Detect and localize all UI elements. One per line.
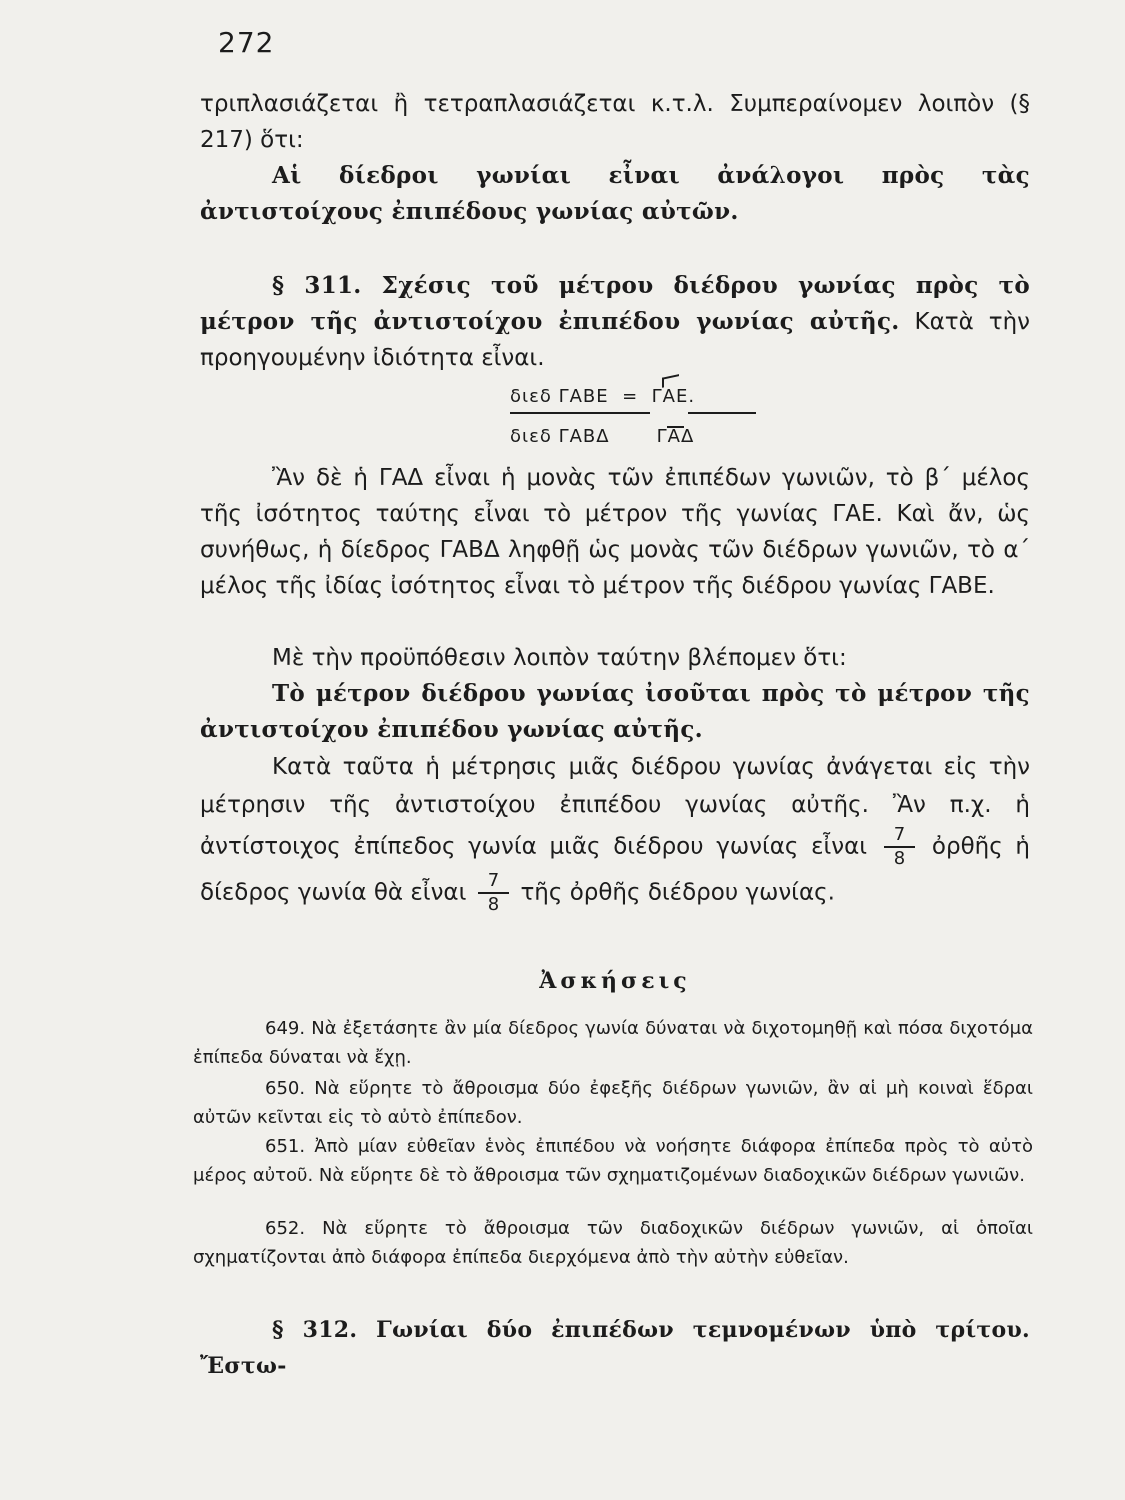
exercise-650: 650. Νὰ εὕρητε τὸ ἄθροισμα δύο ἐφεξῆς διέδρων γωνιῶν, ἂν αἱ μὴ κοιναὶ ἕδραι αὐτῶν κεῖνται εἰς τὸ αὐτὸ ἐπίπεδον.: [193, 1078, 1033, 1128]
exercises-heading: Ἀσκήσεις: [539, 968, 691, 994]
equals-sign: =: [622, 386, 639, 407]
page-number: 272: [218, 26, 275, 59]
section-312: § 312. Γωνίαι δύο ἐπιπέδων τεμνομένων ὑπὸ τρίτου. Ἔστω-: [200, 1317, 1030, 1379]
theorem-dihedral-proportional: Αἱ δίεδροι γωνίαι εἶναι ἀνάλογοι πρὸς τὰς ἀντιστοίχους ἐπιπέδους γωνίας αὐτῶν.: [200, 162, 1030, 225]
theorem-measure: Τὸ μέτρον διέδρου γωνίας ἰσοῦται πρὸς τὸ μέτρον τῆς ἀντιστοίχου ἐπιπέδου γωνίας αὐτῆς.: [200, 680, 1030, 743]
paragraph-example: [200, 748, 1030, 916]
fraction-bar-left: [510, 412, 650, 414]
formula-numerator: [510, 386, 695, 407]
numerator-plane-angle: ΓΑΕ: [651, 386, 689, 407]
section-311-text: Κατὰ τὴν προηγουμένην ἰδιότητα εἶναι.: [200, 309, 1030, 371]
formula-denominator: [510, 426, 694, 447]
example-text-b: ὀρθῆς ἡ δίεδρος γωνία θὰ εἶναι: [200, 833, 1030, 906]
example-text-a: Κατὰ ταῦτα ἡ μέτρησις μιᾶς διέδρου γωνίας ἀνάγεται εἰς τὴν μέτρησιν τῆς ἀντιστοίχου ἐπιπέδου γωνίας αὐτῆς. Ἂν π.χ. ἡ ἀντίστοιχος ἐπίπεδος γωνία μιᾶς διέδρου γωνίας εἶναι: [200, 754, 1030, 860]
exercise-652: 652. Νὰ εὕρητε τὸ ἄθροισμα τῶν διαδοχικῶν διέδρων γωνιῶν, αἱ ὁποῖαι σχηματίζονται ἀπὸ διάφορα ἐπίπεδα διερχόμενα ἀπὸ τὴν αὐτὴν εὐθεῖαν.: [193, 1218, 1033, 1268]
section-311: [200, 268, 1030, 376]
ratio-formula: [510, 380, 800, 460]
paragraph-intro: τριπλασιάζεται ἢ τετραπλασιάζεται κ.τ.λ. Συμπεραίνομεν λοιπὸν (§ 217) ὅτι:: [200, 91, 1030, 153]
section-311-heading: § 311. Σχέσις τοῦ μέτρου διέδρου γωνίας πρὸς τὸ μέτρον τῆς ἀντιστοίχου ἐπιπέδου γωνίας αὐτῆς.: [200, 272, 1030, 335]
denominator-plane-angle: ΓΑΔ: [656, 426, 695, 447]
example-text-c: τῆς ὀρθῆς διέδρου γωνίας.: [520, 879, 835, 906]
paragraph-measure: Ἂν δὲ ἡ ΓΑΔ εἶναι ἡ μονὰς τῶν ἐπιπέδων γωνιῶν, τὸ β΄ μέλος τῆς ἰσότητος ταύτης εἶναι τὸ μέτρον τῆς γωνίας ΓΑΕ. Καὶ ἄν, ὡς συνήθως, ἡ δίεδρος ΓΑΒΔ ληφθῇ ὡς μονὰς τῶν διέδρων γωνιῶν, τὸ α΄ μέλος τῆς ἰδίας ἰσότητος εἶναι τὸ μέτρον τῆς διέδρου γωνίας ΓΑΒΕ.: [200, 465, 1030, 599]
exercise-651: 651. Ἀπὸ μίαν εὐθεῖαν ἑνὸς ἐπιπέδου νὰ νοήσητε διάφορα ἐπίπεδα πρὸς τὸ αὐτὸ μέρος αὐτοῦ. Νὰ εὕρητε δὲ τὸ ἄθροισμα τῶν σχηματιζομένων διαδοχικῶν διέδρων γωνιῶν.: [193, 1136, 1033, 1186]
exercise-649: 649. Νὰ ἐξετάσητε ἂν μία δίεδρος γωνία δύναται νὰ διχοτομηθῇ καὶ πόσα διχοτόμα ἐπίπεδα δύναται νὰ ἔχῃ.: [193, 1018, 1033, 1068]
denominator-dihedral: διεδ ΓΑΒΔ: [510, 426, 610, 447]
fraction-seven-eighths: $\frac{7}{8}$: [884, 824, 915, 870]
formula-period: .: [688, 386, 696, 407]
fraction-bar-right: [688, 412, 756, 414]
numerator-dihedral: διεδ ΓΑΒΕ: [510, 386, 609, 407]
fraction-seven-eighths-2: $\frac{7}{8}$: [478, 870, 509, 916]
paragraph-premise: Μὲ τὴν προϋπόθεσιν λοιπὸν ταύτην βλέπομεν ὅτι:: [272, 645, 847, 671]
